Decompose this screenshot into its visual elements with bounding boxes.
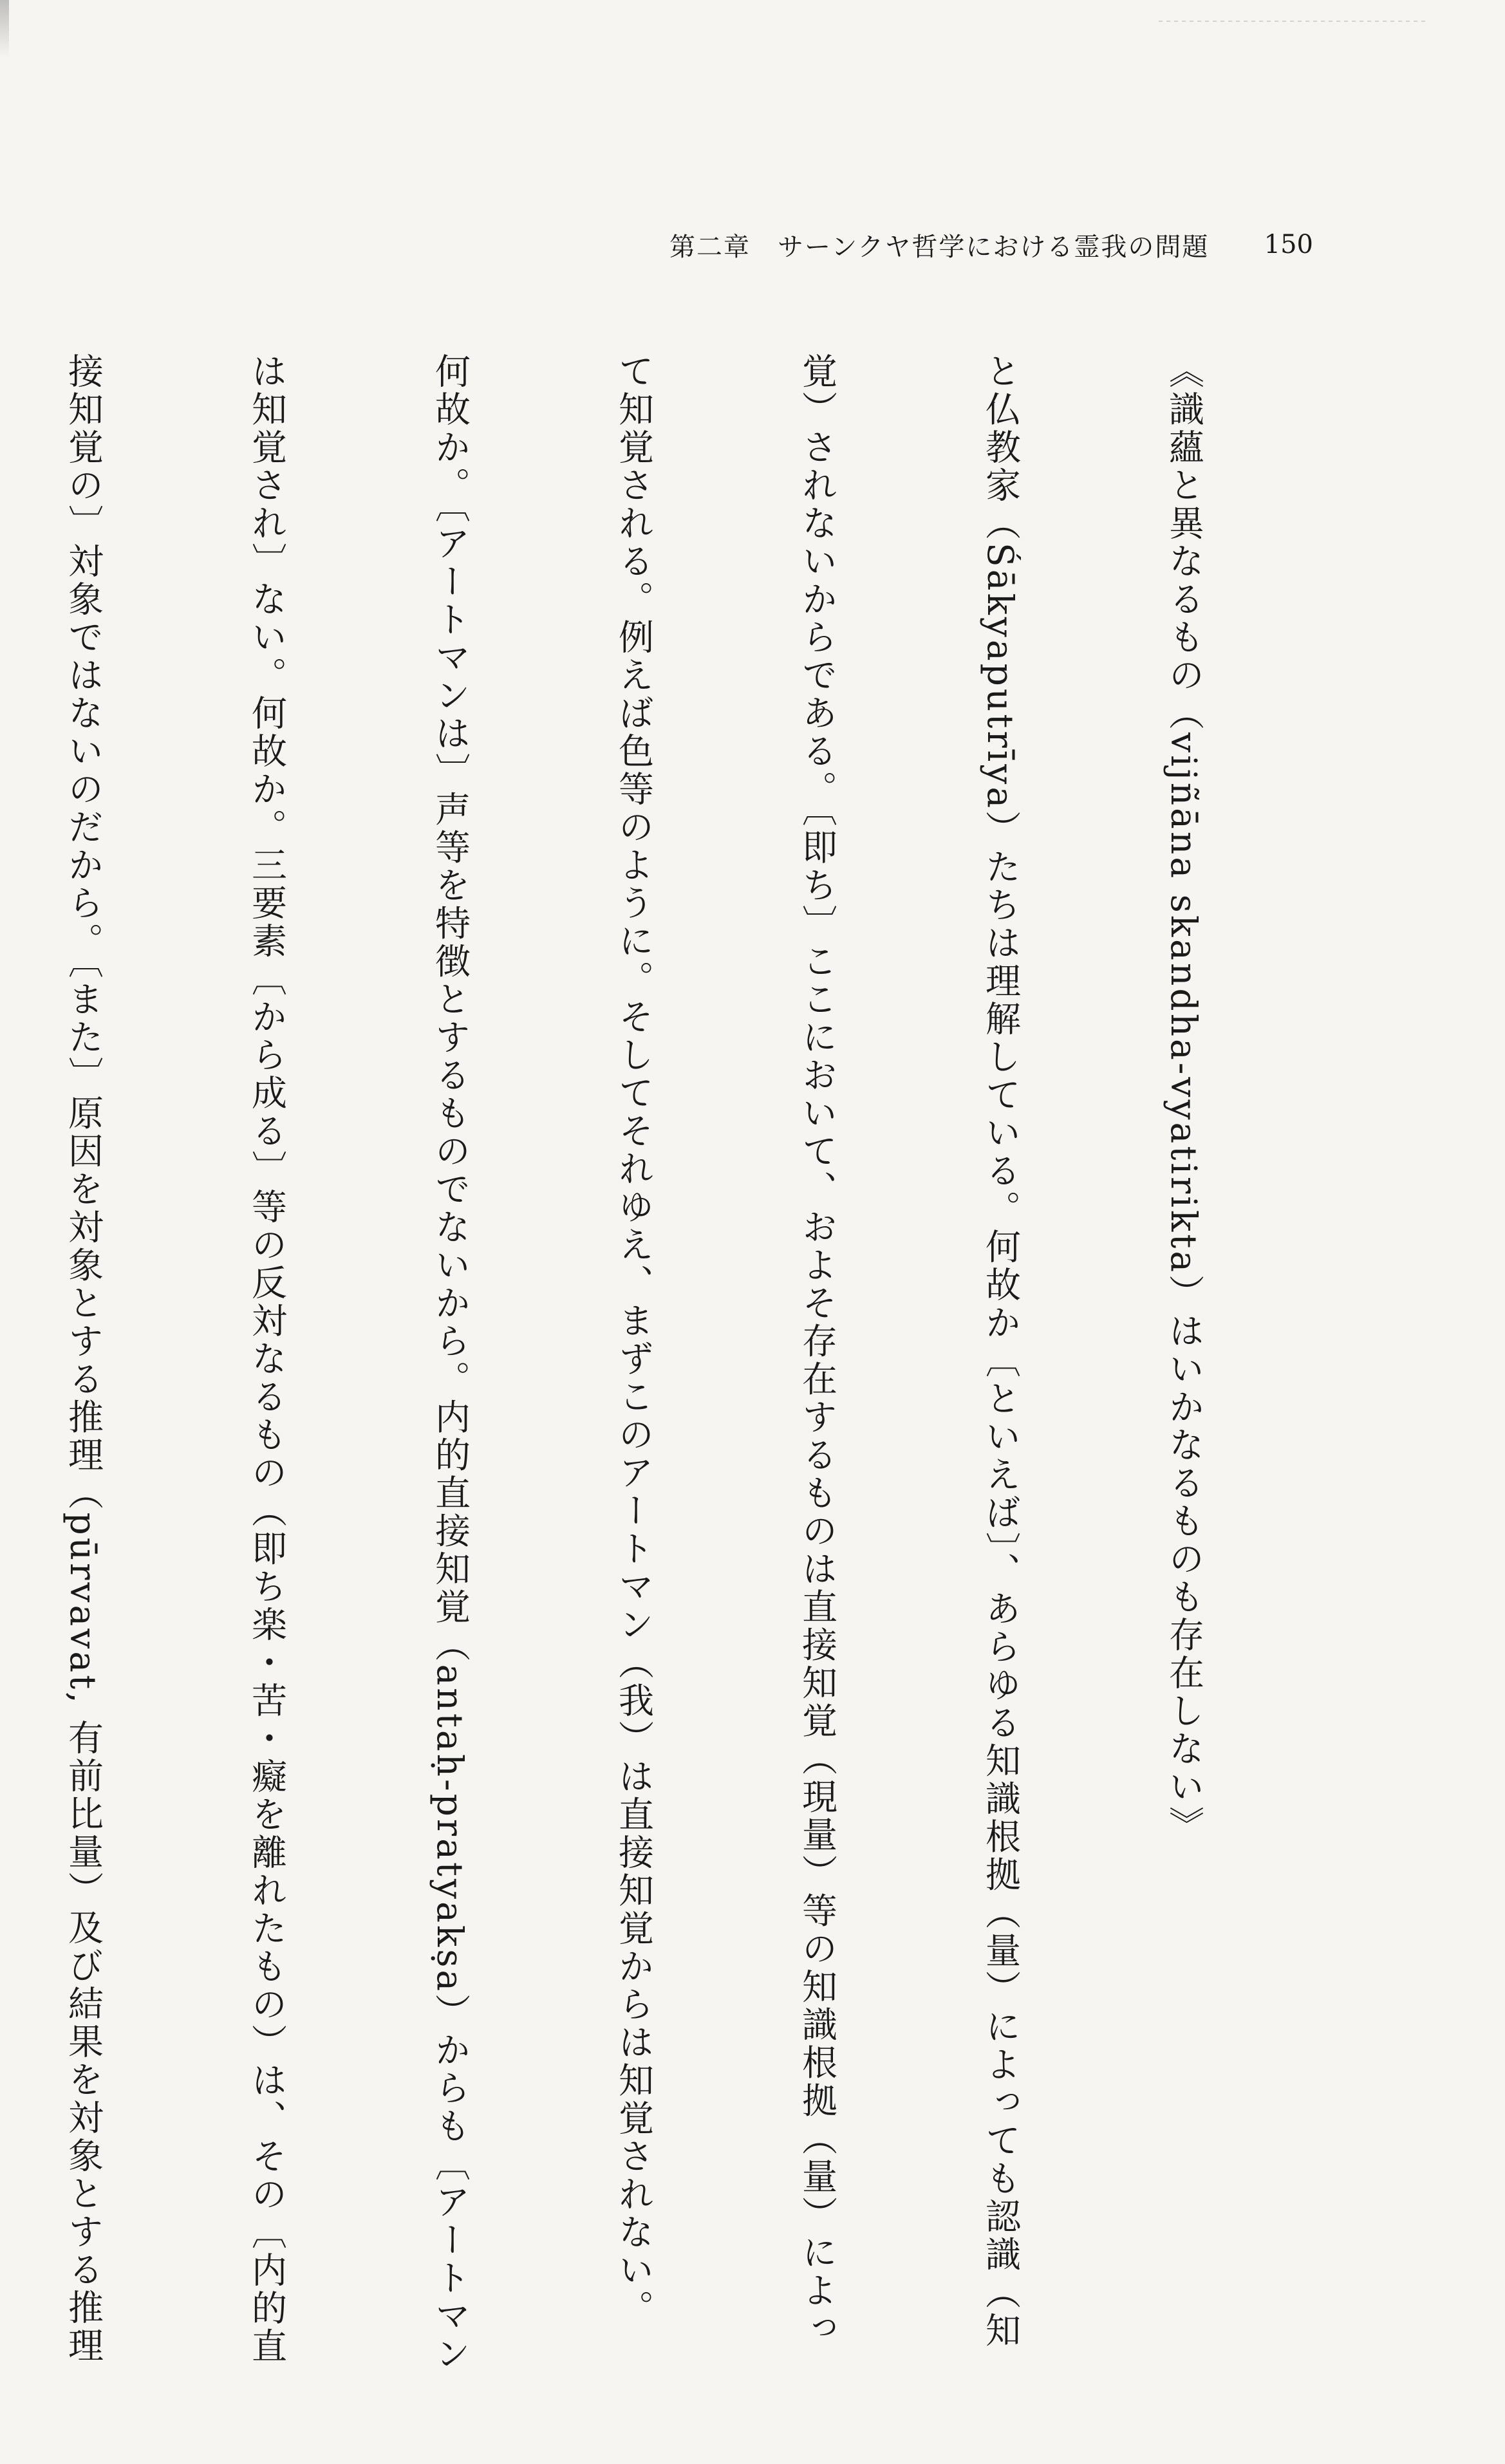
top-dotted-rule [1159,21,1429,22]
text-line-2: と仏教家（Śākyaputrīya）たちは理解している。何故か〔といえば〕、あらゆる知識根拠（量）によっても認識（知 [980,353,1021,2350]
running-header [669,225,1313,264]
chapter-title: 第二章 サーンクヤ哲学における霊我の問題 [669,232,1210,262]
text-line-3: 覚）されないからである。〔即ち〕ここにおいて、およそ存在するものは直接知覚（現量）等の知識根拠（量）によっ [796,353,837,2348]
text-line-6: は知覚され〕ない。何故か。三要素〔から成る〕等の反対なるもの（即ち楽・苦・癡を離れたもの）は、その〔内的直 [246,353,287,2366]
text-line-1: 《識蘊と異なるもの（vijñāna skandha-vyatirikta）はいかなるものも存在しない》 [1163,353,1204,1845]
page-number: 150 [1264,230,1313,259]
vertical-body-text [0,353,1336,2374]
text-line-5: 何故か。〔アートマンは〕声等を特徴とするものでないから。内的直接知覚（antaḥ-pratyakṣa）からも〔アートマン [429,353,471,2374]
text-line-7: 接知覚の〕対象ではないのだから。〔また〕原因を対象とする推理（pūrvavat, 有前比量）及び結果を対象とする推理 [62,353,104,2366]
scan-edge-shadow [0,0,9,58]
text-line-4: て知覚される。例えば色等のように。そしてそれゆえ、まずこのアートマン（我）は直接知覚からは知覚されない。 [613,353,654,2328]
